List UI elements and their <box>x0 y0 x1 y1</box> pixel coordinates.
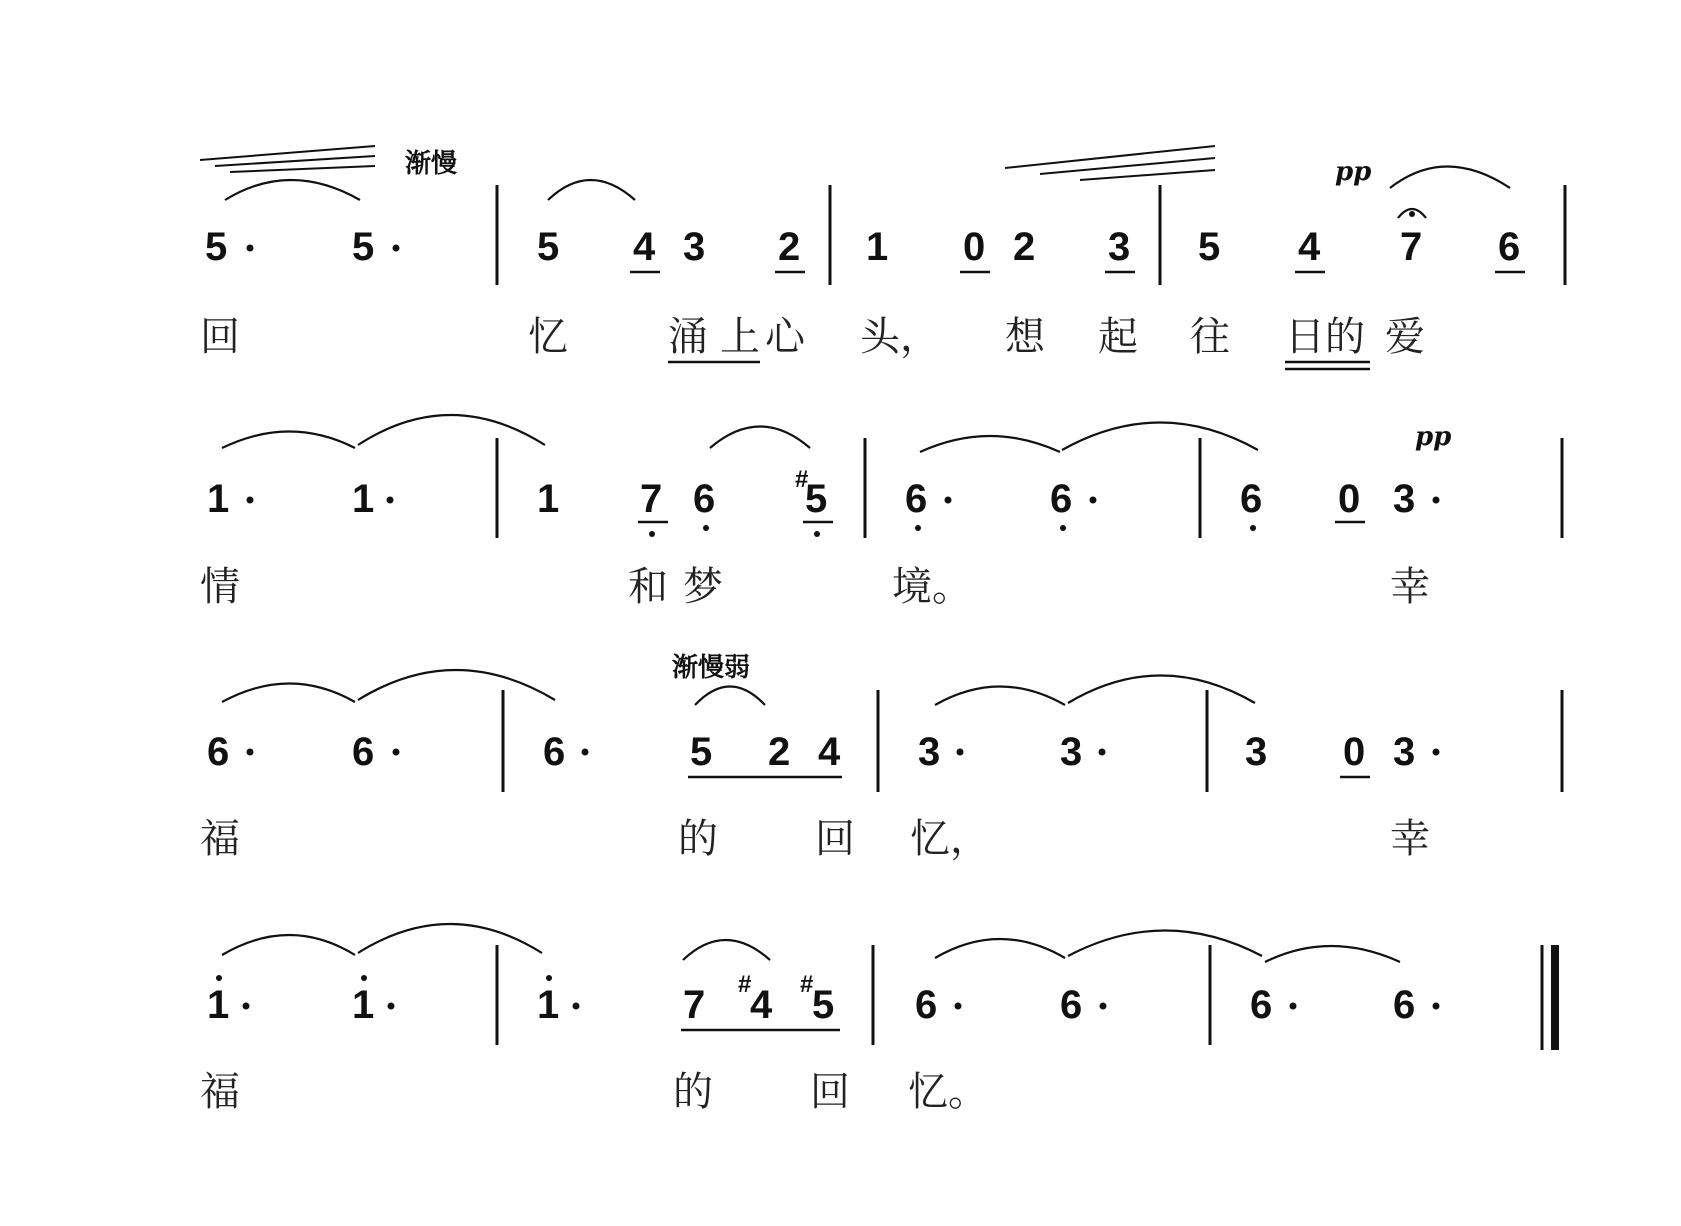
note: 4 <box>750 983 773 1027</box>
lyric: 头， <box>860 314 940 360</box>
fermata-icon <box>1398 209 1426 218</box>
system-4 <box>200 924 1555 1115</box>
note: 7 <box>683 983 706 1027</box>
note: 6 <box>905 477 928 521</box>
augmentation-dot <box>247 497 254 504</box>
note: 1 <box>207 477 230 521</box>
note: 1 <box>537 983 560 1027</box>
note: 6 <box>1393 983 1416 1027</box>
octave-dot <box>915 525 921 531</box>
note: 6 <box>1250 983 1273 1027</box>
note: 3 <box>1108 225 1131 269</box>
augmentation-dot <box>957 749 964 756</box>
lyric: 回 <box>200 314 240 360</box>
note: 2 <box>1013 225 1036 269</box>
note: 7 <box>1400 225 1423 269</box>
note: 3 <box>1245 730 1268 774</box>
note: 3 <box>1393 730 1416 774</box>
lyric: 起 <box>1098 314 1138 360</box>
augmentation-dot <box>387 497 394 504</box>
slur <box>920 436 1060 452</box>
note: 5 <box>1198 225 1221 269</box>
augmentation-dot <box>243 1003 250 1010</box>
lyric: 上 <box>720 314 760 360</box>
slur <box>225 180 360 200</box>
sharp-sign: # <box>738 971 752 998</box>
slur <box>1390 167 1510 189</box>
note: 5 <box>537 225 560 269</box>
lyric: 幸 <box>1390 816 1430 862</box>
system-3 <box>200 653 1562 862</box>
octave-dot <box>814 531 820 537</box>
note: 5 <box>690 730 713 774</box>
note: 6 <box>1060 983 1083 1027</box>
dynamic-mark: pp <box>1415 422 1452 452</box>
note: 4 <box>1298 225 1321 269</box>
note: 0 <box>1343 730 1366 774</box>
slur <box>358 670 555 700</box>
lyric: 的 <box>673 1069 713 1115</box>
augmentation-dot <box>388 1003 395 1010</box>
octave-dot <box>216 975 222 981</box>
lyric: 幸 <box>1390 564 1430 610</box>
lyric: 心 <box>765 314 805 360</box>
note: 6 <box>693 477 716 521</box>
slur <box>710 427 810 449</box>
augmentation-dot <box>247 245 254 252</box>
augmentation-dot <box>393 749 400 756</box>
system-2 <box>200 415 1562 610</box>
note: 5 <box>812 983 835 1027</box>
note: 3 <box>1060 730 1083 774</box>
lyric: 回 <box>815 816 855 862</box>
note: 6 <box>207 730 230 774</box>
note: 6 <box>543 730 566 774</box>
note: 6 <box>1498 225 1521 269</box>
tempo-mark: 渐慢弱 <box>672 653 751 683</box>
augmentation-dot <box>945 497 952 504</box>
lyric: 和 <box>628 564 668 610</box>
note: 6 <box>1050 477 1073 521</box>
note: 5 <box>352 225 375 269</box>
lyric: 境。 <box>892 564 972 610</box>
note: 1 <box>207 983 230 1027</box>
lyric: 往 <box>1190 314 1230 360</box>
slur <box>358 924 542 953</box>
note: 4 <box>818 730 841 774</box>
slur <box>1068 931 1262 957</box>
note: 4 <box>633 225 656 269</box>
slur <box>358 415 545 445</box>
augmentation-dot <box>1290 1003 1297 1010</box>
augmentation-dot <box>247 749 254 756</box>
octave-dot <box>361 975 367 981</box>
sharp-sign: # <box>795 466 809 493</box>
octave-dot <box>1060 525 1066 531</box>
note: 6 <box>352 730 375 774</box>
augmentation-dot <box>1433 749 1440 756</box>
octave-dot <box>703 525 709 531</box>
slur <box>222 935 355 955</box>
augmentation-dot <box>1100 1003 1107 1010</box>
slur <box>695 687 765 706</box>
note: 1 <box>537 477 560 521</box>
note: 3 <box>1393 477 1416 521</box>
lyric: 的 <box>678 816 718 862</box>
augmentation-dot <box>582 749 589 756</box>
slur <box>935 687 1065 706</box>
note: 2 <box>768 730 791 774</box>
note: 3 <box>918 730 941 774</box>
lyric: 忆 <box>528 314 568 360</box>
lyric: 想 <box>1005 314 1045 360</box>
lyric: 福 <box>200 816 240 862</box>
octave-dot <box>649 531 655 537</box>
lyric: 的 <box>1325 314 1365 360</box>
note: 0 <box>963 225 986 269</box>
note: 1 <box>866 225 889 269</box>
lyric: 忆， <box>910 816 990 862</box>
system-1 <box>200 146 1565 369</box>
lyric: 回 <box>810 1069 850 1115</box>
slur <box>1265 946 1400 962</box>
augmentation-dot <box>573 1003 580 1010</box>
lyric: 涌 <box>668 314 708 360</box>
lyric: 情 <box>200 564 240 610</box>
slur <box>683 940 770 960</box>
lyric: 福 <box>200 1069 240 1115</box>
note: 5 <box>205 225 228 269</box>
lyric: 日 <box>1285 314 1325 360</box>
sharp-sign: # <box>800 971 814 998</box>
slur <box>1062 423 1258 451</box>
octave-dot <box>546 975 552 981</box>
augmentation-dot <box>393 245 400 252</box>
slur <box>548 180 635 200</box>
note: 3 <box>683 225 706 269</box>
augmentation-dot <box>1099 749 1106 756</box>
note: 5 <box>805 477 828 521</box>
note: 6 <box>915 983 938 1027</box>
note: 6 <box>1240 477 1263 521</box>
augmentation-dot <box>1433 497 1440 504</box>
slur <box>1068 676 1255 704</box>
octave-dot <box>1250 525 1256 531</box>
tempo-mark: 渐慢 <box>405 149 458 179</box>
slur <box>935 939 1065 958</box>
note: 7 <box>640 477 663 521</box>
lyric: 梦 <box>683 564 723 610</box>
note: 0 <box>1338 477 1361 521</box>
augmentation-dot <box>955 1003 962 1010</box>
lyric: 爱 <box>1385 314 1425 360</box>
note: 1 <box>352 983 375 1027</box>
augmentation-dot <box>1090 497 1097 504</box>
slur <box>222 684 355 703</box>
augmentation-dot <box>1433 1003 1440 1010</box>
dynamic-mark: pp <box>1335 157 1372 187</box>
note: 2 <box>778 225 801 269</box>
note: 1 <box>352 477 375 521</box>
slur <box>222 432 355 449</box>
lyric: 忆。 <box>908 1069 988 1115</box>
tempo-hairlines-1 <box>200 146 1215 180</box>
